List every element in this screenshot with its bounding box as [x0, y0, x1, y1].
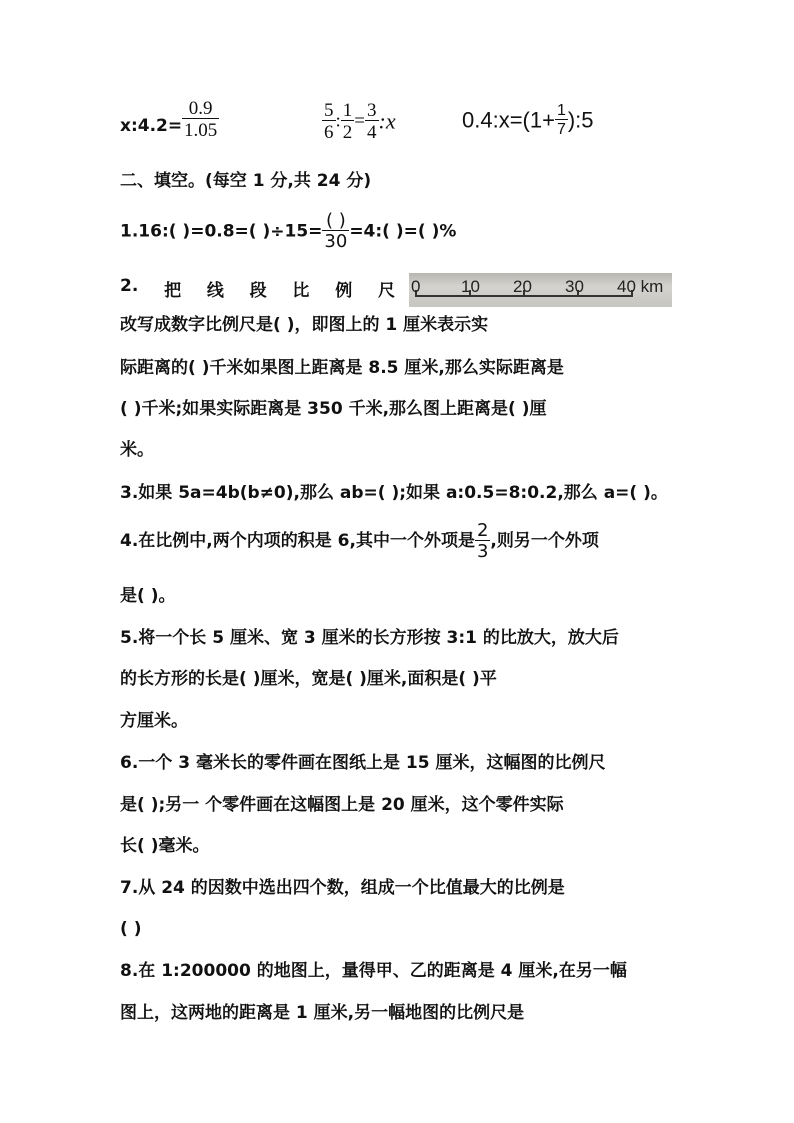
fraction-denominator: 3 — [476, 540, 489, 562]
question-2-line-4: ( )千米;如果实际距离是 350 千米,那么图上距离是( )厘 — [120, 399, 547, 419]
question-4-line-2: 是( )。 — [120, 586, 176, 606]
question-2-heading — [120, 276, 395, 301]
fraction-denominator: 4 — [367, 122, 377, 143]
ruler-label: 20 — [513, 277, 532, 296]
equals-sign: = — [354, 110, 365, 132]
ruler-label: 10 — [461, 277, 480, 296]
question-4-text-a: 4.在比例中,两个内项的积是 6,其中一个外项是 — [120, 531, 475, 551]
equation-3-left: 0.4:x=(1+ — [462, 107, 555, 133]
question-4-line-1 — [120, 521, 675, 561]
ruler-label: 0 — [411, 277, 421, 296]
fraction-denominator: 30 — [324, 231, 348, 252]
line-scale-ruler-image — [409, 273, 672, 307]
question-5-line-3: 方厘米。 — [120, 711, 188, 731]
question-3: 3.如果 5a=4b(b≠0),那么 ab=( );如果 a:0.5=8:0.2,那么 a=( )。 — [120, 483, 668, 503]
question-7-line-1: 7.从 24 的因数中选出四个数，组成一个比值最大的比例是 — [120, 878, 565, 898]
equation-3-tail: ):5 — [567, 107, 594, 133]
fraction-numerator: 5 — [324, 100, 334, 121]
fraction-numerator: 1 — [342, 100, 353, 121]
question-8-line-2: 图上，这两地的距离是 1 厘米,另一幅地图的比例尺是 — [120, 1003, 525, 1023]
fraction-numerator: 0.9 — [188, 98, 213, 119]
equation-1-left: x:4.2= — [120, 116, 183, 136]
question-2-char: 把 — [164, 281, 182, 301]
equation-2: $\frac{5}{6}$ : $\frac{1}{2}$ = $\frac{3}{4}$ :x — [324, 100, 396, 143]
question-1 — [120, 212, 675, 251]
section-title: 二、填空。(每空 1 分,共 24 分) — [120, 171, 372, 191]
question-2-char: 线 — [206, 281, 224, 301]
equation-2-tail: :x — [378, 108, 396, 134]
question-5-line-1: 5.将一个长 5 厘米、宽 3 厘米的长方形按 3:1 的比放大，放大后 — [120, 628, 619, 648]
question-2-char: 2. — [120, 276, 139, 296]
fraction-denominator: 1.05 — [184, 120, 218, 141]
question-2-char: 比 — [292, 281, 310, 301]
question-5-line-2: 的长方形的长是( )厘米，宽是( )厘米,面积是( )平 — [120, 669, 497, 689]
question-6-line-1: 6.一个 3 毫米长的零件画在图纸上是 15 厘米，这幅图的比例尺 — [120, 753, 606, 773]
fraction-denominator: 2 — [342, 122, 353, 143]
fraction-numerator: 1 — [556, 102, 566, 119]
ruler-label: 30 — [565, 277, 584, 296]
equation-1 — [120, 116, 182, 136]
question-2-char: 例 — [335, 281, 353, 301]
question-6-line-2: 是( );另一 个零件画在这幅图上是 20 厘米，这个零件实际 — [120, 795, 564, 815]
equation-1-fraction — [182, 99, 219, 140]
fraction-numerator: 3 — [367, 100, 377, 121]
fraction-denominator: 6 — [324, 122, 334, 143]
fraction-denominator: 7 — [556, 121, 566, 138]
question-1-text-b: =4:( )=( )% — [349, 221, 457, 242]
question-2-line-3: 际距离的( )千米如果图上距离是 8.5 厘米,那么实际距离是 — [120, 358, 564, 378]
question-1-text-a: 1.16:( )=0.8=( )÷15= — [120, 221, 323, 242]
question-2-line-2: 改写成数字比例尺是( )，即图上的 1 厘米表示实 — [120, 315, 489, 335]
equation-3 — [462, 103, 594, 138]
question-2-char: 尺 — [377, 281, 395, 301]
question-8-line-1: 8.在 1:200000 的地图上，量得甲、乙的距离是 4 厘米,在另一幅 — [120, 961, 627, 981]
question-4-text-b: ,则另一个外项 — [490, 531, 599, 551]
fraction-numerator: ( ) — [325, 210, 346, 231]
fraction-numerator: 2 — [476, 519, 489, 541]
question-7-line-2: ( ) — [120, 919, 142, 939]
ruler-label: 40 km — [617, 277, 664, 296]
question-2-char: 段 — [249, 281, 267, 301]
question-2-line-5: 米。 — [120, 440, 154, 460]
question-6-line-3: 长( )毫米。 — [120, 836, 210, 856]
